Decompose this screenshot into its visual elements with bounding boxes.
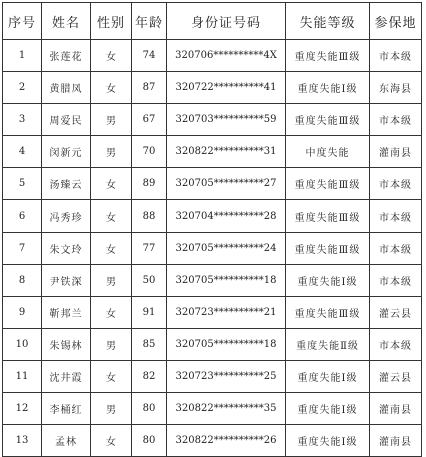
cell-serial: 1 <box>3 40 42 72</box>
cell-serial: 5 <box>3 168 42 200</box>
header-disability-level: 失能等级 <box>286 3 370 40</box>
cell-name: 冯秀珍 <box>42 200 91 232</box>
cell-age: 89 <box>132 168 167 200</box>
cell-disability-level: 重度失能Ⅰ级 <box>286 425 370 457</box>
cell-age: 80 <box>132 425 167 457</box>
cell-id-number: 320723**********21 <box>167 296 286 328</box>
cell-id-number: 320706**********4X <box>167 40 286 72</box>
cell-age: 87 <box>132 72 167 104</box>
cell-disability-level: 重度失能Ⅲ级 <box>286 296 370 328</box>
cell-name: 闵新元 <box>42 136 91 168</box>
cell-gender: 女 <box>91 232 132 264</box>
cell-gender: 男 <box>91 104 132 136</box>
cell-insured-place: 灌南县 <box>370 393 422 425</box>
cell-id-number: 320822**********35 <box>167 393 286 425</box>
cell-name: 孟林 <box>42 425 91 457</box>
cell-gender: 女 <box>91 72 132 104</box>
table-header-row <box>3 3 422 40</box>
cell-disability-level: 重度失能Ⅲ级 <box>286 168 370 200</box>
cell-age: 85 <box>132 328 167 360</box>
cell-disability-level: 重度失能Ⅰ级 <box>286 393 370 425</box>
cell-insured-place: 市本级 <box>370 168 422 200</box>
table-body <box>3 40 422 457</box>
cell-insured-place: 市本级 <box>370 328 422 360</box>
cell-serial: 12 <box>3 393 42 425</box>
cell-serial: 13 <box>3 425 42 457</box>
table-row <box>3 136 422 168</box>
cell-age: 88 <box>132 200 167 232</box>
cell-id-number: 320723**********25 <box>167 360 286 392</box>
header-insured-place: 参保地 <box>370 3 422 40</box>
cell-id-number: 320722**********41 <box>167 72 286 104</box>
cell-age: 50 <box>132 264 167 296</box>
cell-gender: 男 <box>91 328 132 360</box>
cell-disability-level: 重度失能Ⅰ级 <box>286 360 370 392</box>
cell-id-number: 320705**********24 <box>167 232 286 264</box>
cell-age: 74 <box>132 40 167 72</box>
cell-name: 沈井霞 <box>42 360 91 392</box>
table-row <box>3 232 422 264</box>
cell-disability-level: 重度失能Ⅰ级 <box>286 72 370 104</box>
cell-id-number: 320703**********59 <box>167 104 286 136</box>
cell-name: 张莲花 <box>42 40 91 72</box>
cell-id-number: 320704**********28 <box>167 200 286 232</box>
header-serial: 序号 <box>3 3 42 40</box>
cell-disability-level: 中度失能 <box>286 136 370 168</box>
cell-gender: 女 <box>91 296 132 328</box>
cell-gender: 女 <box>91 40 132 72</box>
cell-serial: 6 <box>3 200 42 232</box>
cell-name: 李桶红 <box>42 393 91 425</box>
cell-gender: 女 <box>91 200 132 232</box>
cell-age: 80 <box>132 393 167 425</box>
cell-disability-level: 重度失能Ⅲ级 <box>286 232 370 264</box>
cell-insured-place: 东海县 <box>370 72 422 104</box>
cell-serial: 9 <box>3 296 42 328</box>
table-row <box>3 104 422 136</box>
table-row <box>3 393 422 425</box>
cell-name: 靳邦兰 <box>42 296 91 328</box>
cell-age: 67 <box>132 104 167 136</box>
table-row <box>3 328 422 360</box>
cell-age: 70 <box>132 136 167 168</box>
cell-disability-level: 重度失能Ⅲ级 <box>286 200 370 232</box>
cell-id-number: 320822**********26 <box>167 425 286 457</box>
cell-serial: 10 <box>3 328 42 360</box>
cell-gender: 男 <box>91 393 132 425</box>
cell-insured-place: 市本级 <box>370 104 422 136</box>
cell-gender: 女 <box>91 360 132 392</box>
cell-name: 朱文玲 <box>42 232 91 264</box>
cell-disability-level: 重度失能Ⅲ级 <box>286 40 370 72</box>
cell-serial: 2 <box>3 72 42 104</box>
cell-name: 周爱民 <box>42 104 91 136</box>
table-row <box>3 168 422 200</box>
cell-insured-place: 灌云县 <box>370 360 422 392</box>
cell-insured-place: 市本级 <box>370 200 422 232</box>
cell-gender: 女 <box>91 425 132 457</box>
table-row <box>3 360 422 392</box>
cell-id-number: 320705**********27 <box>167 168 286 200</box>
header-age: 年龄 <box>132 3 167 40</box>
cell-id-number: 320705**********18 <box>167 328 286 360</box>
cell-disability-level: 重度失能Ⅱ级 <box>286 328 370 360</box>
cell-gender: 男 <box>91 264 132 296</box>
cell-insured-place: 市本级 <box>370 40 422 72</box>
cell-disability-level: 重度失能Ⅰ级 <box>286 264 370 296</box>
cell-name: 尹铁深 <box>42 264 91 296</box>
cell-age: 91 <box>132 296 167 328</box>
cell-serial: 11 <box>3 360 42 392</box>
table-row <box>3 40 422 72</box>
cell-name: 汤臻云 <box>42 168 91 200</box>
cell-insured-place: 灌南县 <box>370 136 422 168</box>
cell-insured-place: 灌云县 <box>370 296 422 328</box>
cell-disability-level: 重度失能Ⅲ级 <box>286 104 370 136</box>
cell-gender: 女 <box>91 168 132 200</box>
cell-serial: 7 <box>3 232 42 264</box>
cell-gender: 男 <box>91 136 132 168</box>
table-row <box>3 296 422 328</box>
cell-name: 朱锡林 <box>42 328 91 360</box>
cell-age: 77 <box>132 232 167 264</box>
beneficiary-table <box>2 2 422 457</box>
header-gender: 性别 <box>91 3 132 40</box>
header-name: 姓名 <box>42 3 91 40</box>
table-row <box>3 200 422 232</box>
cell-id-number: 320705**********18 <box>167 264 286 296</box>
cell-serial: 4 <box>3 136 42 168</box>
cell-serial: 8 <box>3 264 42 296</box>
table-row <box>3 425 422 457</box>
table-row <box>3 264 422 296</box>
cell-insured-place: 市本级 <box>370 264 422 296</box>
cell-age: 82 <box>132 360 167 392</box>
header-id-number: 身份证号码 <box>167 3 286 40</box>
cell-name: 黄腊凤 <box>42 72 91 104</box>
cell-insured-place: 灌南县 <box>370 425 422 457</box>
cell-serial: 3 <box>3 104 42 136</box>
cell-id-number: 320822**********31 <box>167 136 286 168</box>
cell-insured-place: 市本级 <box>370 232 422 264</box>
table-row <box>3 72 422 104</box>
